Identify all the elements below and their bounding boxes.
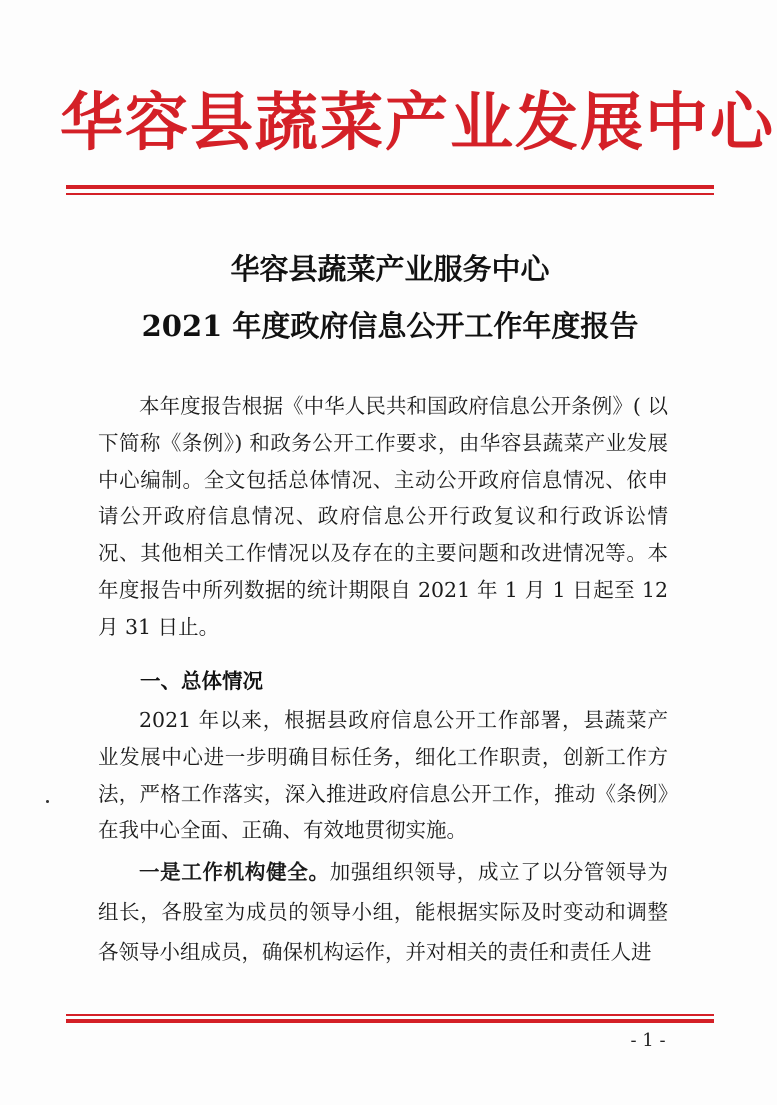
report-title-line1: 华容县蔬菜产业服务中心 — [230, 252, 550, 286]
scan-speck — [46, 800, 49, 803]
organization-paragraph — [98, 852, 668, 972]
overview-paragraph — [98, 702, 668, 849]
intro-text: 本年度报告根据《中华人民共和国政府信息公开条例》( 以下简称《条例》) 和政务公开工作要求，由华容县蔬菜产业发展中心编制。全文包括总体情况、主动公开政府信息情况、依申请公开政府信息情况、政府信息公开行政复议和行政诉讼情况、其他相关工作情况以及存在的主要问题和改进情况等。本年度报告中所列数据的统计期限自 2021 年 1 月 1 日起至 12 月 31 日止。 — [98, 394, 668, 639]
organization-text: 加强组织领导，成立了以分管领导为组长，各股室为成员的领导小组，能根据实际及时变动和调整各领导小组成员，确保机构运作，并对相关的责任和责任人进 — [98, 860, 668, 964]
section-heading: 一、总体情况 — [140, 669, 263, 693]
masthead-rule-thin — [66, 193, 714, 195]
masthead-rule-thick — [66, 185, 714, 189]
report-title-line2: 2021 年度政府信息公开工作年度报告 — [141, 309, 639, 343]
page-number: - 1 - — [630, 1030, 666, 1051]
footer-rule-thick — [66, 1019, 714, 1023]
overview-text: 2021 年以来，根据县政府信息公开工作部署，县蔬菜产业发展中心进一步明确目标任务，细化工作职责，创新工作方法，严格工作落实，深入推进政府信息公开工作，推动《条例》在我中心全面、正确、有效地贯彻实施。 — [98, 708, 668, 843]
intro-paragraph — [98, 388, 668, 646]
masthead-title: 华容县蔬菜产业发展中心 — [60, 85, 775, 159]
footer-rule-thin — [66, 1014, 714, 1016]
organization-lead: 一是工作机构健全。 — [139, 860, 330, 884]
